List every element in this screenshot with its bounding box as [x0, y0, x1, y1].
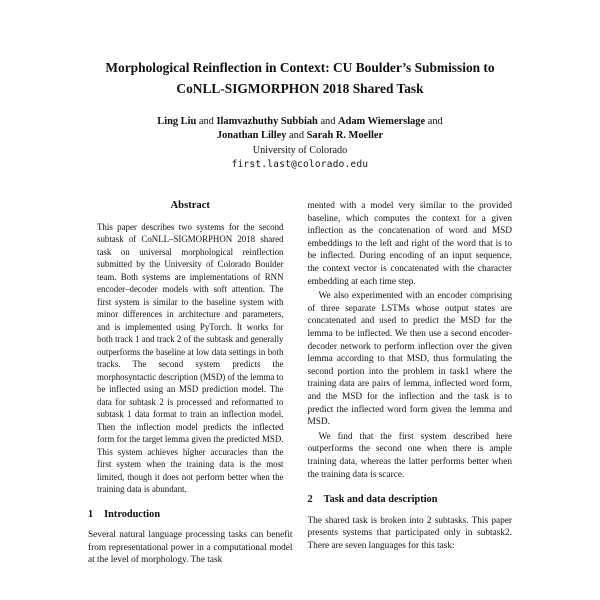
author-email: first.last@colorado.edu — [231, 159, 369, 171]
author-name: Ling Liu — [157, 115, 197, 127]
abstract-text: This paper describes two systems for the second subtask of CoNLL–SIGMORPHON 2018 shared task on universal morphological reinflection submitted by the University of Colorado Boulder team. Both systems are implementations of RNN encoder–decoder models with soft attention. The first system is similar to the baseline system with minor differences in architecture and parameters, and is implemented using PyTorch. It works for both track 1 and track 2 of the subtask and generally outperforms the baseline at low data settings in both tracks. The second system predicts the morphosyntactic description (MSD) of the lemma to be inflected using an MSD prediction model. The data for subtask 2 is processed and reformatted to subtask 1 data format to train an inflection model. Then the inflection model predicts the inflected form for the target lemma given the predicted MSD. This system achieves higher accuracies than the first system when the training data is the most limited, though it does not perform better when the training data is abundant. — [97, 221, 284, 495]
section-title: Task and data description — [323, 494, 438, 506]
section-heading-task-description — [308, 494, 513, 507]
paragraph: We also experimented with an encoder comprising of three separate LSTMs whose output states are concatenated and used to predict the MSD for the lemma to be inflected. We then use a second encoder-decoder network to perform inflection over the given lemma according to that MSD, thus formulating the second portion into the problem in task1 where the training data are pairs of lemma, inflected word form, and the MSD for the inflection and the task is to predict the inflected word form given the lemma and MSD. — [307, 291, 512, 428]
paragraph: We find that the first system described here outperforms the second one when there is ample training data, whereas the latter performs better when the training data is scarce. — [307, 431, 512, 480]
author-separator: and — [317, 115, 339, 127]
two-column-body — [0, 200, 600, 567]
author-name: Jonathan Lilley — [216, 130, 287, 142]
paragraph: Several natural language processing tasks can benefit from representational power in a computational model at the level of morphology. The task — [88, 530, 293, 566]
section-number: 2 — [307, 494, 313, 506]
paper-title-line-2: CoNLL-SIGMORPHON 2018 Shared Task — [176, 80, 424, 96]
right-column — [308, 200, 513, 567]
paper-title — [0, 58, 600, 100]
section-heading-introduction — [88, 509, 293, 522]
left-column — [88, 200, 293, 567]
paper-title-line-1: Morphological Reinflection in Context: CU Boulder’s Submission to — [105, 60, 495, 75]
paragraph: mented with a model very similar to the provided baseline, which computes the context for a given inflection as the concatenation of word and MSD embeddings to the left and right of the word that is to be inflected. During encoding of an input sequence, the context vector is concatenated with the character embedding at each time step. — [307, 201, 512, 287]
author-separator: and — [286, 130, 307, 142]
section-number: 1 — [88, 508, 94, 520]
author-separator: and — [425, 115, 443, 127]
abstract-heading: Abstract — [170, 200, 210, 212]
author-name: Ilamvazhuthy Subbiah — [216, 115, 318, 127]
author-line-1 — [0, 115, 600, 130]
author-name: Adam Wiemerslage — [338, 115, 426, 127]
author-separator: and — [196, 115, 217, 127]
paragraph: The shared task is broken into 2 subtasks. This paper presents systems that participated only in subtask2. There are seven languages for this task: — [307, 515, 512, 551]
authors-block — [0, 115, 600, 145]
author-name: Sarah R. Moeller — [306, 130, 384, 142]
affiliation: University of Colorado — [252, 145, 348, 157]
section-title: Introduction — [104, 508, 161, 520]
author-line-2 — [0, 129, 600, 144]
